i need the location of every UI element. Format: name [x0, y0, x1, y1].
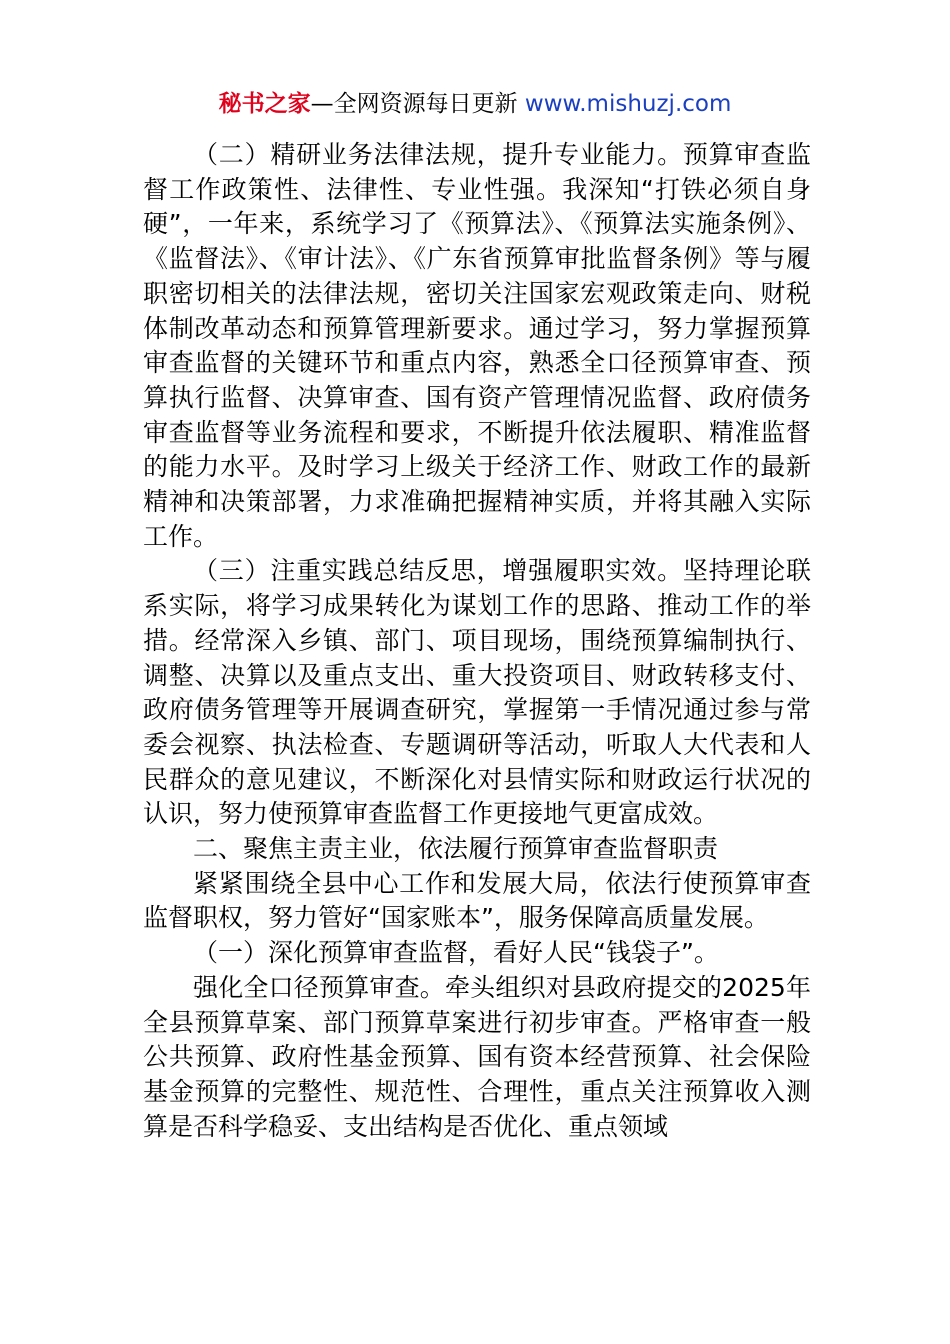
header-site-link[interactable]: www.mishuzj.com — [524, 91, 732, 117]
subsection-heading-one: （一）深化预算审查监督，看好人民“钱袋子”。 — [193, 938, 719, 968]
section-heading-two: 二、聚焦主责主业，依法履行预算审查监督职责 — [193, 834, 719, 864]
header-brand: 秘书之家 — [218, 91, 311, 117]
paragraph-budget-review: 强化全口径预算审查。牵头组织对县政府提交的2025年全县预算草案、部门预算草案进行初步审查。严格审查一般公共预算、政府性基金预算、国有资本经营预算、社会保险基金预算的完整性、规范性、合理性，重点关注预算收入测算是否科学稳妥、支出结构是否优化、重点领域 — [143, 972, 811, 1141]
page-header — [0, 88, 950, 120]
paragraph-section-2-3: （三）注重实践总结反思，增强履职实效。坚持理论联系实际，将学习成果转化为谋划工作的思路、推动工作的举措。经常深入乡镇、部门、项目现场，围绕预算编制执行、调整、决算以及重点支出、重大投资项目、财政转移支付、政府债务管理等开展调查研究，掌握第一手情况通过参与常委会视察、执法检查、专题调研等活动，听取人大代表和人民群众的意见建议，不断深化对县情实际和财政运行状况的认识，努力使预算审查监督工作更接地气更富成效。 — [143, 556, 811, 829]
paragraph-section-2-2: （二）精研业务法律法规，提升专业能力。预算审查监督工作政策性、法律性、专业性强。我深知“打铁必须自身硬”，一年来，系统学习了《预算法》、《预算法实施条例》、《监督法》、《审计法》、《广东省预算审批监督条例》等与履职密切相关的法律法规，密切关注国家宏观政策走向、财税体制改革动态和预算管理新要求。通过学习，努力掌握预算审查监督的关键环节和重点内容，熟悉全口径预算审查、预算执行监督、决算审查、国有资产管理情况监督、政府债务审查监督等业务流程和要求，不断提升依法履职、精准监督的能力水平。及时学习上级关于经济工作、财政工作的最新精神和决策部署，力求准确把握精神实质，并将其融入实际工作。 — [143, 140, 811, 551]
header-tagline: —全网资源每日更新 — [310, 91, 525, 117]
paragraph-section-intro: 紧紧围绕全县中心工作和发展大局，依法行使预算审查监督职权，努力管好“国家账本”，服务保障高质量发展。 — [143, 868, 811, 933]
document-body — [143, 138, 811, 1144]
